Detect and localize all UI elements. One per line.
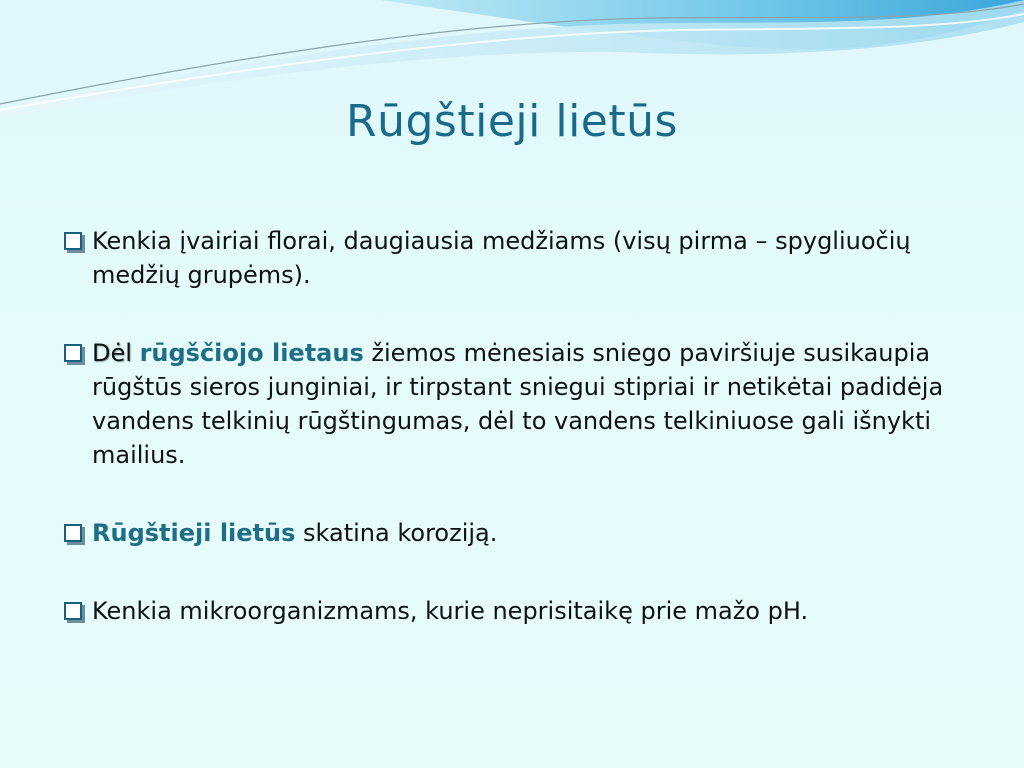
bullet-item — [62, 516, 962, 550]
bullet-highlight: rūgščiojo lietaus — [139, 339, 364, 367]
bullet-item — [62, 594, 962, 628]
bullet-item — [62, 336, 962, 472]
bullet-text: skatina koroziją. — [303, 519, 498, 547]
checkbox-square-icon — [64, 232, 82, 250]
bullet-list — [62, 224, 962, 672]
checkbox-square-icon — [64, 524, 82, 542]
bullet-text: Kenkia mikroorganizmams, kurie neprisitaikę prie mažo pH. — [92, 597, 809, 625]
slide-title: Rūgštieji lietūs — [346, 96, 678, 147]
bullet-highlight: Rūgštieji lietūs — [92, 519, 296, 547]
checkbox-square-icon — [64, 344, 82, 362]
bullet-lead: Dėl — [92, 339, 132, 367]
bullet-text: žiemos mėnesiais sniego paviršiuje susikaupia rūgštūs sieros junginiai, ir tirpstant sniegui stipriai ir netikėtai padidėja vandens telkinių rūgštingumas, dėl to vandens telkiniuose gali išnykti mailius. — [92, 339, 944, 469]
bullet-text: Kenkia įvairiai florai, daugiausia medžiams (visų pirma – spygliuočių medžių grupėms). — [92, 227, 911, 289]
checkbox-square-icon — [64, 602, 82, 620]
bullet-item — [62, 224, 962, 292]
